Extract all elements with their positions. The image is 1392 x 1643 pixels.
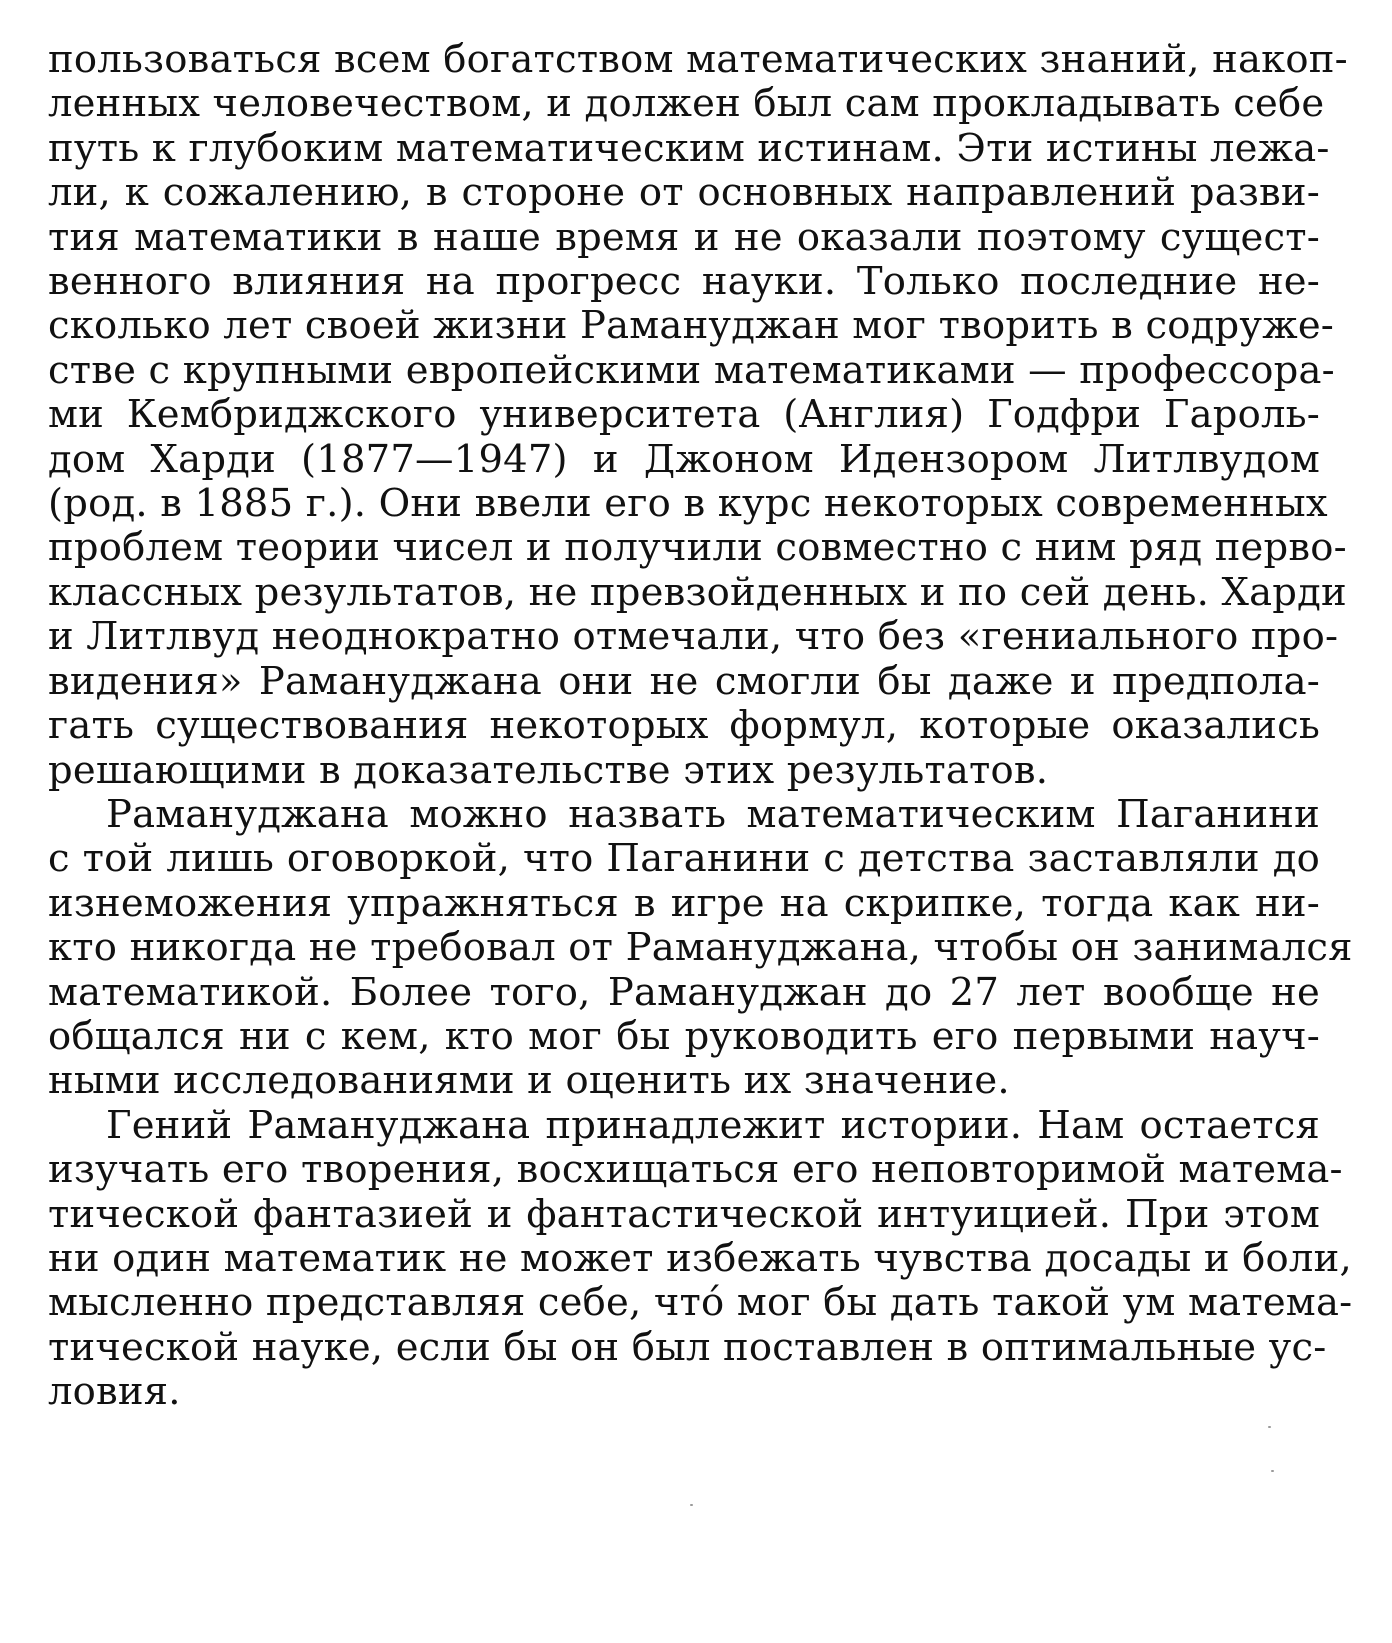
text-line: ни один математик не может избежать чувства досады и боли, [48, 1235, 1352, 1281]
paragraph-1 [48, 37, 1348, 793]
text-line: решающими в доказательстве этих результатов. [48, 747, 1049, 793]
text-line: тической фантазией и фантастической интуицией. При этом [48, 1191, 1320, 1237]
text-line: ми Кембриджского университета (Англия) Годфри Гароль- [48, 392, 1320, 438]
text-line: ленных человечеством, и должен был сам прокладывать себе [48, 81, 1325, 127]
scan-speck [1271, 1470, 1274, 1472]
paragraph-2 [48, 791, 1353, 1104]
text-line: ли, к сожалению, в стороне от основных направлений разви- [48, 170, 1320, 216]
text-line: ными исследованиями и оценить их значение. [48, 1058, 1010, 1104]
text-line: сколько лет своей жизни Рамануджан мог творить в содруже- [48, 303, 1335, 349]
text-line: дом Харди (1877—1947) и Джоном Идензором Литлвудом [48, 436, 1320, 482]
paragraph-3 [48, 1102, 1353, 1415]
text-line: проблем теории чисел и получили совместно с ним ряд перво- [48, 525, 1347, 571]
text-line: путь к глубоким математическим истинам. Эти истины лежа- [48, 125, 1330, 171]
scan-speck [690, 1504, 693, 1506]
text-line: и Литлвуд неоднократно отмечали, что без «гениального про- [48, 614, 1339, 660]
text-line: видения» Рамануджана они не смогли бы даже и предпола- [48, 658, 1320, 704]
text-line: пользоваться всем богатством математических знаний, накоп- [48, 37, 1348, 82]
text-line: стве с крупными европейскими математиками — профессора- [48, 347, 1335, 393]
text-line: Гений Рамануджана принадлежит истории. Нам остается [106, 1102, 1320, 1148]
text-line: гать существования некоторых формул, которые оказались [48, 703, 1320, 749]
text-line: ловия. [48, 1369, 181, 1415]
text-line: изучать его творения, восхищаться его неповторимой матема- [48, 1147, 1343, 1193]
scan-speck [1268, 1426, 1271, 1428]
text-line: (род. в 1885 г.). Они ввели его в курс некоторых современных [48, 481, 1328, 527]
text-line: математикой. Более того, Рамануджан до 27 лет вообще не [48, 969, 1320, 1015]
text-line: изнеможения упражняться в игре на скрипке, тогда как ни- [48, 880, 1320, 926]
text-line: тия математики в наше время и не оказали поэтому сущест- [48, 214, 1320, 260]
text-line: мысленно представляя себе, что́ мог бы дать такой ум матема- [48, 1280, 1353, 1326]
text-line: венного влияния на прогресс науки. Только последние не- [48, 259, 1320, 305]
document-page [48, 37, 1353, 1415]
text-line: кто никогда не требовал от Рамануджана, чтобы он занимался [48, 925, 1353, 971]
text-line: классных результатов, не превзойденных и по сей день. Харди [48, 569, 1347, 615]
text-line: общался ни с кем, кто мог бы руководить его первыми науч- [48, 1013, 1320, 1059]
text-line: с той лишь оговоркой, что Паганини с детства заставляли до [48, 836, 1320, 882]
text-line: Рамануджана можно назвать математическим Паганини [106, 791, 1320, 837]
text-line: тической науке, если бы он был поставлен в оптимальные ус- [48, 1324, 1327, 1370]
